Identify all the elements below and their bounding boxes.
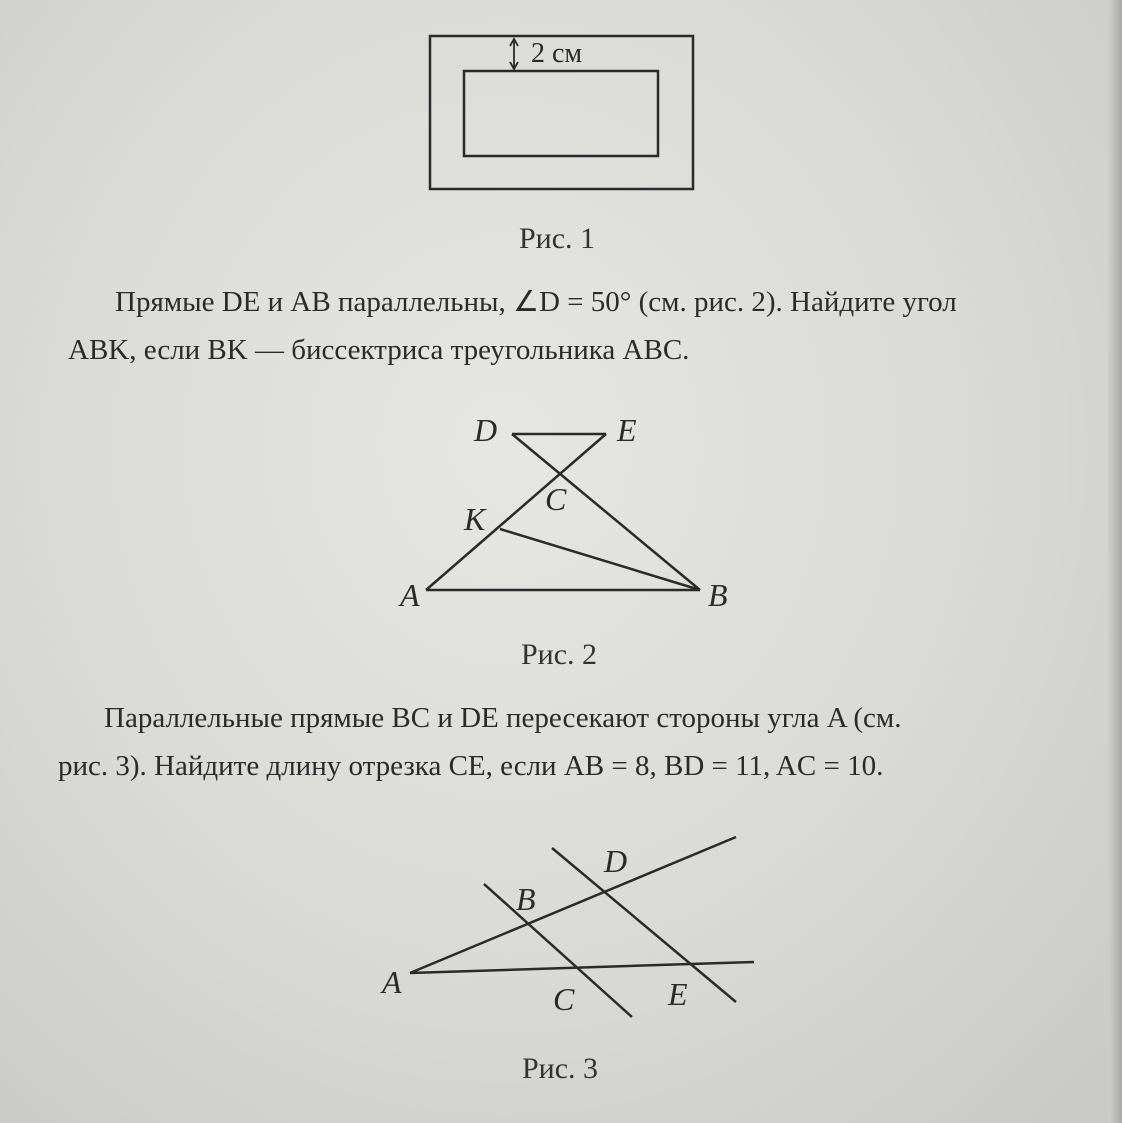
figure-2-caption: Рис. 2 — [521, 638, 598, 671]
problem-4-text-2: рис. 3). Найдите длину отрезка CE, если AB = 8, BD = 11, AC = 10. — [58, 750, 884, 782]
dimension-label: 2 см — [531, 38, 583, 69]
point-C: C — [545, 481, 567, 517]
figure-3-caption: Рис. 3 — [522, 1052, 599, 1085]
line-DE — [552, 848, 736, 1002]
point-E: E — [617, 412, 637, 448]
ray-AD — [410, 837, 736, 973]
point-D: D — [604, 843, 628, 879]
figure-1-caption: Рис. 1 — [519, 222, 596, 255]
point-E: E — [668, 976, 688, 1012]
problem-3-text-2: ABK, если BK — биссектриса треугольника ABC. — [68, 334, 690, 366]
point-A: A — [382, 964, 402, 1000]
point-D: D — [474, 412, 498, 448]
problem-3-text: Прямые DE и AB параллельны, ∠D = 50° (см. рис. 2). Найдите угол — [115, 286, 957, 318]
problem-4-text: Параллельные прямые BC и DE пересекают стороны угла A (см. — [104, 702, 902, 734]
point-B: B — [516, 881, 536, 917]
point-A: A — [400, 577, 420, 613]
point-C: C — [553, 981, 575, 1017]
point-K: K — [464, 501, 486, 537]
point-B: B — [708, 577, 728, 613]
